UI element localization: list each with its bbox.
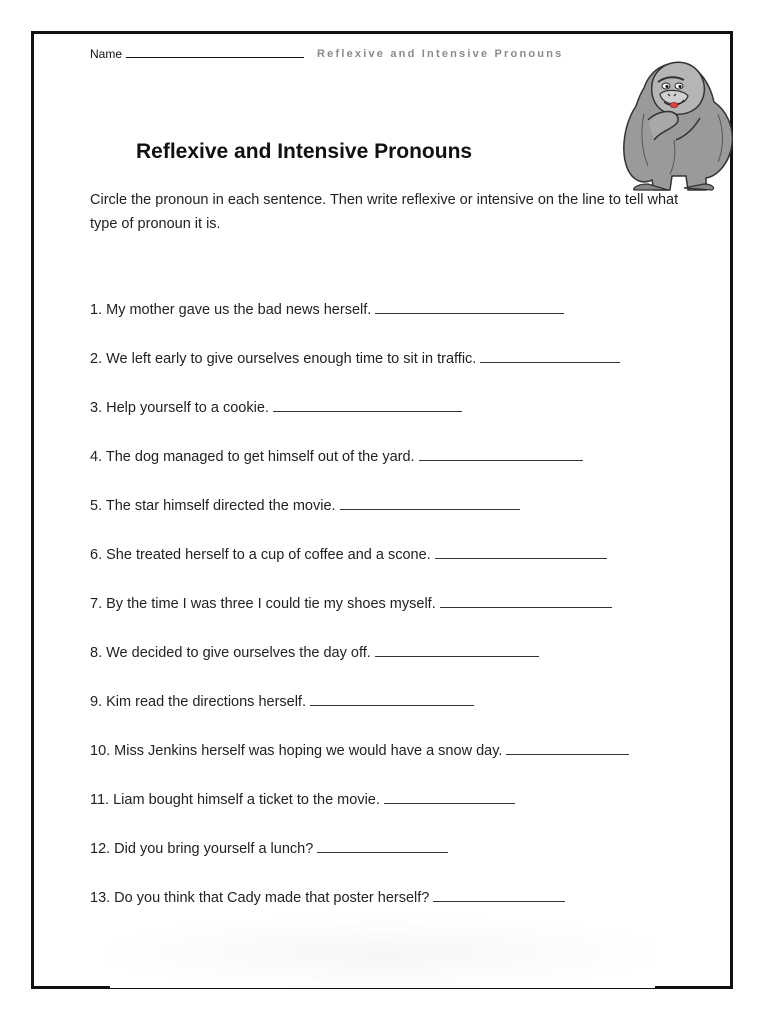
question-item: [90, 592, 629, 641]
scan-smudge: [110, 918, 655, 988]
question-item: [90, 788, 629, 837]
answer-blank[interactable]: [440, 593, 612, 608]
question-text: 10. Miss Jenkins herself was hoping we would have a snow day.: [90, 743, 503, 759]
instructions-text: Circle the pronoun in each sentence. Then write reflexive or intensive on the line to tell what type of pronoun it is.: [90, 192, 679, 232]
answer-blank[interactable]: [317, 838, 448, 853]
name-label: Name: [90, 47, 123, 61]
question-text: 8. We decided to give ourselves the day off.: [90, 645, 371, 661]
answer-blank[interactable]: [419, 446, 583, 461]
question-text: 4. The dog managed to get himself out of the yard.: [90, 449, 415, 465]
question-item: [90, 641, 629, 690]
answer-blank[interactable]: [273, 397, 462, 412]
gorilla-icon: [614, 44, 740, 192]
answer-blank[interactable]: [506, 740, 629, 755]
question-text: 1. My mother gave us the bad news herself.: [90, 302, 372, 318]
question-item: [90, 690, 629, 739]
question-text: 9. Kim read the directions herself.: [90, 694, 306, 710]
questions-list: [90, 298, 629, 935]
answer-blank[interactable]: [433, 887, 564, 902]
question-text: 12. Did you bring yourself a lunch?: [90, 841, 314, 857]
question-item: [90, 298, 629, 347]
answer-blank[interactable]: [435, 544, 607, 559]
question-text: 6. She treated herself to a cup of coffee and a scone.: [90, 547, 431, 563]
question-item: [90, 739, 629, 788]
question-item: [90, 347, 629, 396]
page-title: Reflexive and Intensive Pronouns: [136, 140, 473, 163]
answer-blank[interactable]: [375, 642, 539, 657]
question-text: 3. Help yourself to a cookie.: [90, 400, 269, 416]
answer-blank[interactable]: [340, 495, 520, 510]
question-text: 5. The star himself directed the movie.: [90, 498, 336, 514]
question-text: 13. Do you think that Cady made that poster herself?: [90, 890, 430, 906]
worksheet-header-title: Reflexive and Intensive Pronouns: [317, 48, 564, 60]
question-item: [90, 445, 629, 494]
answer-blank[interactable]: [375, 299, 564, 314]
question-item: [90, 396, 629, 445]
name-line[interactable]: [126, 47, 304, 58]
question-item: [90, 494, 629, 543]
answer-blank[interactable]: [480, 348, 619, 363]
question-text: 7. By the time I was three I could tie my shoes myself.: [90, 596, 436, 612]
question-text: 11. Liam bought himself a ticket to the movie.: [90, 792, 380, 808]
question-text: 2. We left early to give ourselves enough time to sit in traffic.: [90, 351, 477, 367]
answer-blank[interactable]: [310, 691, 474, 706]
question-item: [90, 837, 629, 886]
answer-blank[interactable]: [384, 789, 515, 804]
name-row: [90, 47, 304, 61]
question-item: [90, 543, 629, 592]
